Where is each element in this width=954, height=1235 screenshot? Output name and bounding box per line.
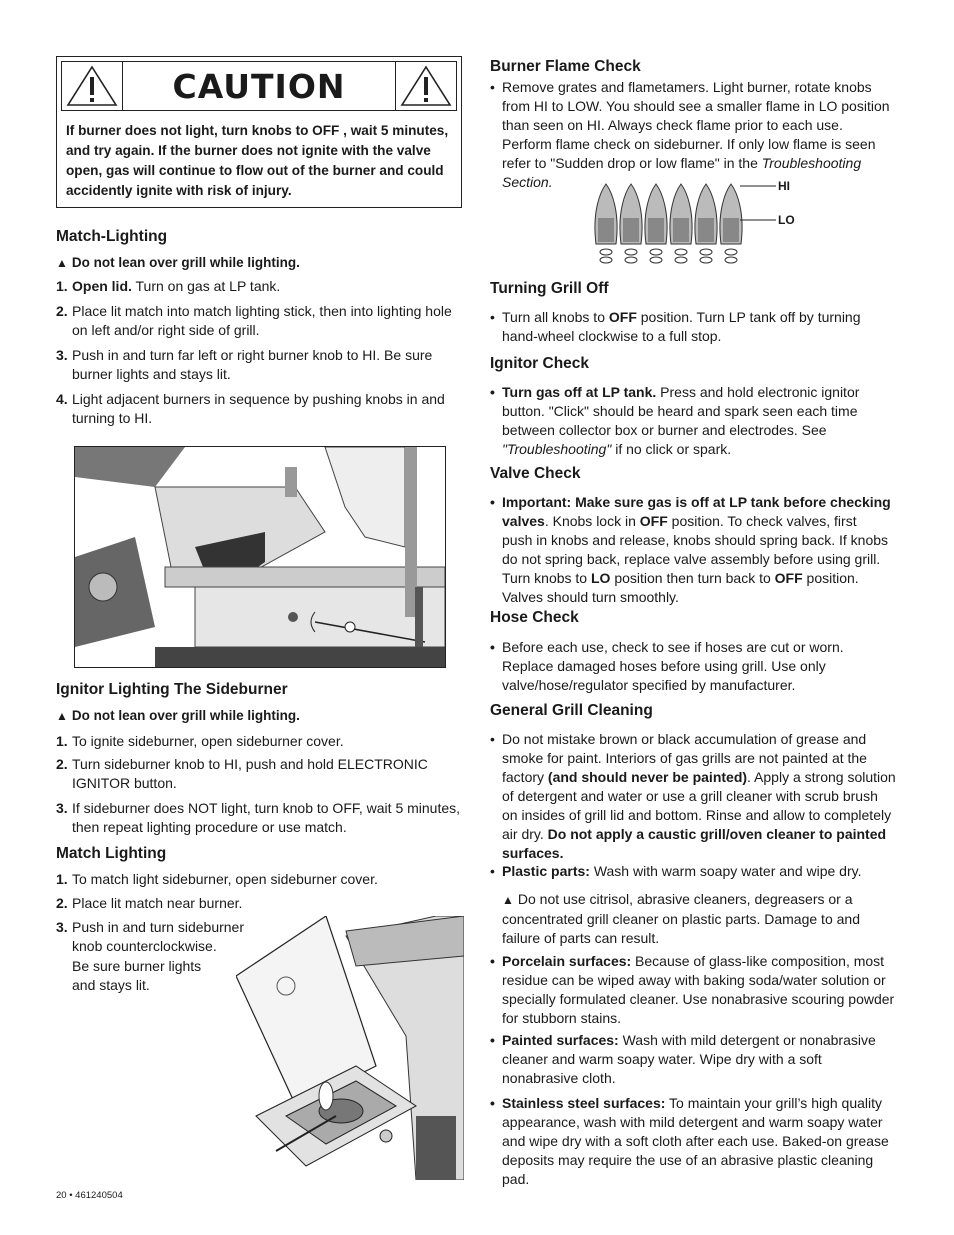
step-3-cont: and stays lit.: [72, 977, 150, 993]
section-heading: Ignitor Lighting The Sideburner: [56, 681, 288, 698]
section-heading: Ignitor Check: [490, 355, 590, 372]
section-heading: Valve Check: [490, 465, 581, 482]
section-heading: Turning Grill Off: [490, 280, 609, 297]
section-heading: Burner Flame Check: [490, 58, 641, 75]
valve-check-text: • Important: Make sure gas is off at LP tank before checking valves. Knobs lock in OFF position. To check valves, first push in knobs and release, knobs should spring back. If knobs do not spring back, replace valve assembly before using grill. Turn knobs to LO position then turn back to OFF position. Valves should turn smoothly.: [490, 494, 891, 605]
step-2-cont: IGNITOR button.: [72, 775, 177, 791]
step-2: 2. Place lit match near burner.: [56, 895, 243, 911]
step-4-cont: turning to HI.: [72, 410, 153, 426]
burner-flame-text: • Remove grates and flametamers. Light burner, rotate knobs from HI to LOW. You should see a smaller flame in LO position than seen on HI. Always check flame prior to each use. Perform flame check on sideburner. If only low flame is seen refer to "Sudden drop or low flame" in the Troubleshooting Section.: [490, 79, 890, 190]
warning-triangle-icon: ▲: [56, 256, 68, 270]
step-1: 1. To match light sideburner, open sideburner cover.: [56, 871, 378, 887]
step-3: 3. Push in and turn far left or right burner knob to HI. Be sure: [56, 347, 433, 363]
section-heading: Match Lighting: [56, 845, 167, 862]
page-footer: 20 • 461240504: [56, 1190, 123, 1201]
plastic-parts-text: • Plastic parts: Wash with warm soapy water and wipe dry.: [490, 863, 862, 879]
section-heading: General Grill Cleaning: [490, 702, 653, 719]
section-heading: Hose Check: [490, 609, 579, 626]
caution-banner: [61, 61, 457, 111]
step-3: 3. If sideburner does NOT light, turn knob to OFF, wait 5 minutes,: [56, 800, 461, 816]
grill-match-lighting-illustration: [74, 446, 446, 668]
stainless-text: • Stainless steel surfaces: To maintain your grill’s high quality appearance, wash with mild detergent and warm soapy water and wipe dry with a soft cloth after each use. Baked-on grease deposits may require the use of an abrasive plastic cleaning pad.: [490, 1095, 889, 1187]
porcelain-text: • Porcelain surfaces: Because of glass-like composition, most residue can be wiped away with baking soda/water solution or specially formulated cleaner. Use nonabrasive scouring powder for stubborn stains.: [490, 953, 895, 1026]
hose-check-text: • Before each use, check to see if hoses are cut or worn. Replace damaged hoses before using grill. Use only valve/hose/regulator specified by manufacturer.: [490, 639, 844, 693]
lo-label: LO: [778, 213, 795, 227]
left-column: [56, 56, 464, 993]
sideburner-illustration: [236, 916, 464, 1180]
step-3-cont: Be sure burner lights: [72, 958, 202, 974]
painted-text: • Painted surfaces: Wash with mild detergent or nonabrasive cleaner and warm soapy water. Wipe dry with a soft nonabrasive cloth.: [490, 1032, 876, 1086]
section-heading: Match-Lighting: [56, 228, 168, 245]
warning-line: ▲ Do not lean over grill while lighting.: [56, 255, 300, 270]
warning-triangle-icon: ▲: [56, 709, 68, 723]
step-2-cont: on left and/or right side of grill.: [72, 322, 260, 338]
caution-text: If burner does not light, turn knobs to OFF , wait 5 minutes, and try again. If the burner does not ignite with the valve open, gas will continue to flow out of the burner and could accidently ignite with risk of injury.: [66, 123, 449, 198]
step-1: 1. Open lid. Turn on gas at LP tank.: [56, 278, 281, 294]
warning-triangle-icon: [395, 62, 456, 110]
warning-triangle-icon: [62, 62, 123, 110]
cleaning-paragraph: • Do not mistake brown or black accumulation of grease and smoke for paint. Interiors of gas grills are not painted at the factory (and should never be painted). Apply a strong solution of detergent and water or use a grill cleaner with scrub brush on insides of grill lid and bottom. Rinse and allow to completely air dry. Do not apply a caustic grill/oven cleaner to painted surfaces.: [490, 731, 896, 861]
caution-box: [56, 56, 462, 208]
step-3: 3. Push in and turn sideburner: [56, 919, 244, 935]
step-2: 2. Turn sideburner knob to HI, push and hold ELECTRONIC: [56, 756, 428, 772]
grill-off-text: • Turn all knobs to OFF position. Turn LP tank off by turning hand-wheel clockwise to a full stop.: [490, 309, 861, 344]
step-1: 1. To ignite sideburner, open sideburner cover.: [56, 733, 344, 749]
plastic-warning-text: ▲ Do not use citrisol, abrasive cleaners, degreasers or a concentrated grill cleaner on plastic parts. Damage to and failure of parts can result.: [502, 891, 860, 946]
step-3-cont: burner lights and stays lit.: [72, 366, 231, 382]
step-4: 4. Light adjacent burners in sequence by pushing knobs in and: [56, 391, 445, 407]
hi-label: HI: [778, 179, 790, 193]
step-3-cont: then repeat lighting procedure or use match.: [72, 819, 347, 835]
step-3-cont: knob counterclockwise.: [72, 938, 217, 954]
warning-line: ▲ Do not lean over grill while lighting.: [56, 708, 300, 723]
ignitor-check-text: • Turn gas off at LP tank. Press and hold electronic ignitor button. "Click" should be heard and spark seen each time between collector box or burner and electrodes. See "Troubleshooting" if no click or spark.: [490, 384, 860, 457]
warning-triangle-icon: ▲: [502, 893, 514, 907]
step-2: 2. Place lit match into match lighting stick, then into lighting hole: [56, 303, 452, 319]
flame-diagram: [590, 179, 810, 266]
caution-title: CAUTION: [172, 66, 346, 106]
